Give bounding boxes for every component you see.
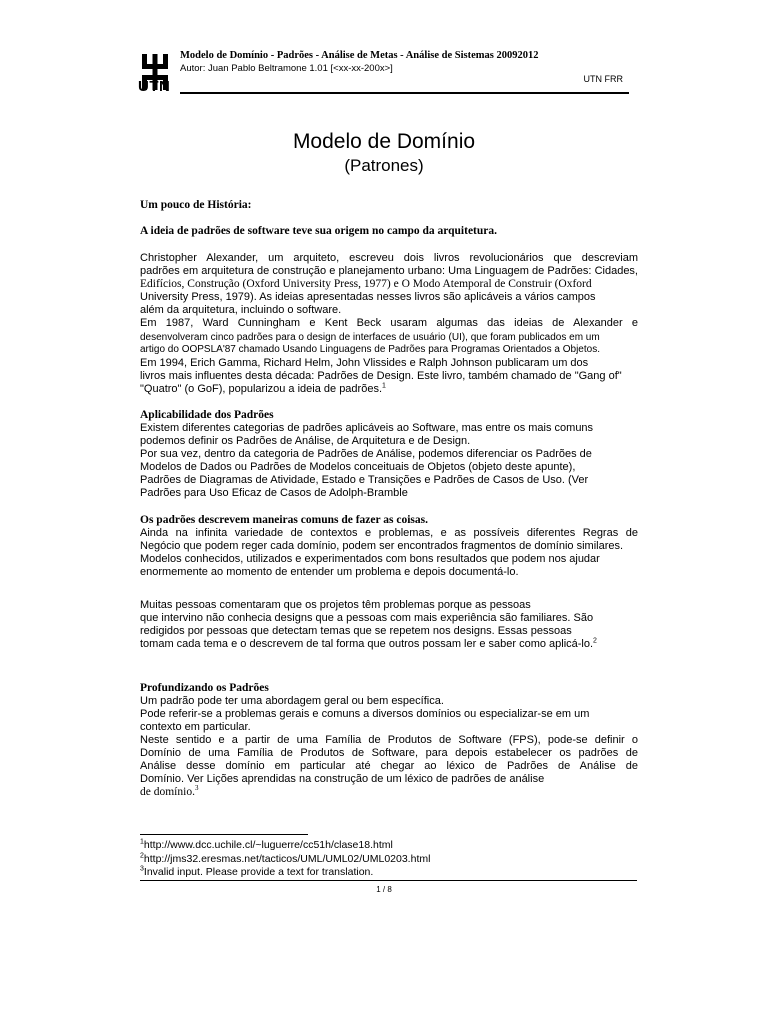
paragraph-line: Domínio. Ver Lições aprendidas na construção de um léxico de padrões de análise [140,773,545,785]
section-heading-profundizando: Profundizando os Padrões [140,682,269,694]
section-heading-aplicabilidade: Aplicabilidade dos Padrões [140,409,274,421]
footnote-ref: 3 [194,784,199,793]
footnote-link[interactable]: http://jms32.eresmas.net/tacticos/UML/UML02/UML0203.html [143,853,431,865]
document-subtitle: (Patrones) [344,156,424,175]
paragraph-line: além da arquitetura, incluindo o software. [140,304,342,316]
paragraph-line: Modelos de Dados ou Padrões de Modelos conceituais de Objetos (objeto deste apunte), [140,461,576,473]
paragraph-line: Negócio que podem reger cada domínio, podem ser encontrados fragmentos de domínio similares. [140,540,624,552]
paragraph-line: enormemente ao momento de entender um problema e depois documentá-lo. [140,566,519,578]
paragraph-line: University Press, 1979). As ideias apresentadas nesses livros são aplicáveis a vários campos [140,291,596,303]
paragraph-line: desenvolveram cinco padrões para o design de interfaces de usuário (UI), que foram publicados em um [140,332,600,343]
paragraph-line: Em 1994, Erich Gamma, Richard Helm, John Vlissides e Ralph Johnson publicaram um dos [140,357,589,369]
footnote-ref: 1 [382,382,386,390]
footnote-ref: 2 [593,637,597,645]
paragraph-line: Neste sentido e a partir de uma Família de Produtos de Software (FPS), pode-se definir o [140,734,638,746]
footnote-2: $^2$http://jms32.eresmas.net/tacticos/UML/UML02/UML0203.html [140,852,431,865]
footer-rule [140,880,637,881]
paragraph-line: Por sua vez, dentro da categoria de Padrões de Análise, podemos diferenciar os Padrões de [140,448,592,460]
paragraph-line: Muitas pessoas comentaram que os projetos têm problemas porque as pessoas [140,599,531,611]
footnote-link[interactable]: http://www.dcc.uchile.cl/~luguerre/cc51h/clase18.html [143,839,393,851]
paragraph-line: Domínio de uma Família de Produtos de Software, para depois estabelecer os padrões de [140,747,638,759]
footnote-separator [140,834,308,835]
paragraph-line: Ainda na infinita variedade de contextos e problemas, e as possíveis diferentes Regras de [140,527,638,539]
paragraph-line: contexto em particular. [140,721,251,733]
header-author: Autor: Juan Pablo Beltramone 1.01 [<xx-xx-200x>] [180,63,393,74]
paragraph-line: Edifícios, Construção (Oxford University Press, 1977) e O Modo Atemporal de Construir (Oxford [140,278,592,290]
paragraph-line: "Quatro" (o GoF), popularizou a ideia de padrões.$^1$ [140,382,386,395]
paragraph-line: livros mais influentes desta década: Padrões de Design. Este livro, também chamado de "Gang of" [140,370,622,382]
header-org: UTN FRR [583,74,623,84]
section-heading-descrevem: Os padrões descrevem maneiras comuns de fazer as coisas. [140,514,428,526]
paragraph-line: que intervino não conhecia designs que a pessoas com mais experiência são familiares. São [140,612,594,624]
section-subheading-historia: A ideia de padrões de software teve sua origem no campo da arquitetura. [140,225,498,237]
logo-text: UTN [138,78,171,95]
paragraph-line: padrões em arquitetura de construção e planejamento urbano: Uma Linguagem de Padrões: Cidades, [140,265,638,277]
header-rule [180,92,629,94]
paragraph-line: Análise desse domínio em particular até chegar ao léxico de Padrões de Análise de [140,760,638,772]
paragraph-line: de domínio.$^3$ [140,784,199,798]
footnote-3: $^3$Invalid input. Please provide a text for translation. [140,865,374,878]
paragraph-line: Em 1987, Ward Cunningham e Kent Beck usaram algumas das ideias de Alexander e [140,317,638,329]
section-heading-historia: Um pouco de História: [140,199,252,211]
document-title: Modelo de Domínio [292,130,476,153]
paragraph-line: Um padrão pode ter uma abordagem geral ou bem específica. [140,695,444,707]
paragraph-line: Modelos conhecidos, utilizados e experimentados com bons resultados que podem nos ajudar [140,553,600,565]
footnote-1: $^1$http://www.dcc.uchile.cl/~luguerre/cc51h/clase18.html [140,838,393,851]
paragraph-line: Christopher Alexander, um arquiteto, escreveu dois livros revolucionários que descreviam [140,252,638,264]
paragraph-line: podemos definir os Padrões de Análise, de Arquitetura e de Design. [140,435,471,447]
paragraph-line: Pode referir-se a problemas gerais e comuns a diversos domínios ou especializar-se em um [140,708,590,720]
paragraph-line: redigidos por pessoas que detectam temas que se repetem nos designs. Essas pessoas [140,625,572,637]
paragraph-line: tomam cada tema e o descrevem de tal forma que outros possam ler e saber como aplicá-lo.$^2$ [140,637,597,650]
paragraph-line: artigo do OOPSLA'87 chamado Usando Linguagens de Padrões para Programas Orientados a Objetos. [140,344,600,355]
page-number: 1 / 8 [376,885,392,894]
header-title: Modelo de Domínio - Padrões - Análise de Metas - Análise de Sistemas 20092012 [180,50,539,61]
paragraph-line: Existem diferentes categorias de padrões aplicáveis ao Software, mas entre os mais comuns [140,422,594,434]
paragraph-line: Padrões de Diagramas de Atividade, Estado e Transições e Padrões de Casos de Uso. (Ver [140,474,589,486]
paragraph-line: Padrões para Uso Eficaz de Casos de Adolph-Bramble [140,487,408,499]
